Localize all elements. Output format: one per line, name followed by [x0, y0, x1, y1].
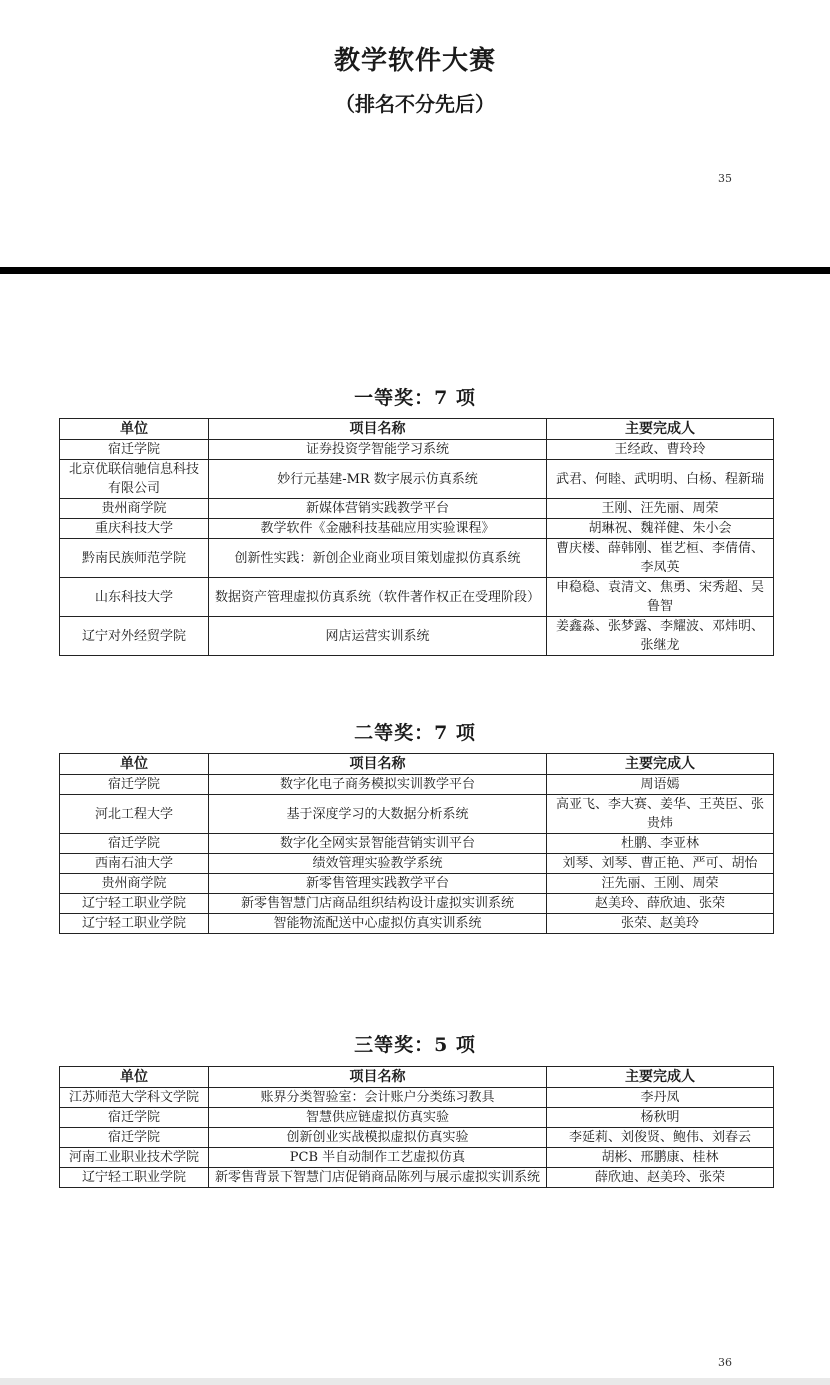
cell-unit: 河北工程大学: [60, 795, 209, 834]
cell-unit: 江苏师范大学科文学院: [60, 1088, 209, 1108]
cell-people: 王刚、汪先丽、周荣: [547, 499, 774, 519]
cell-unit: 辽宁对外经贸学院: [60, 617, 209, 656]
table-row: [60, 1168, 774, 1188]
table-row: [60, 874, 774, 894]
table-row: [60, 1088, 774, 1108]
cell-people: 刘琴、刘琴、曹正艳、严可、胡怡: [547, 854, 774, 874]
page-title: 教学软件大赛: [333, 46, 496, 76]
cell-unit: 辽宁轻工职业学院: [60, 914, 209, 934]
table-row: [60, 499, 774, 519]
page-number-top: 35: [718, 172, 732, 185]
table-row: [60, 440, 774, 460]
cell-people: 杨秋明: [547, 1108, 774, 1128]
cell-project: PCB 半自动制作工艺虚拟仿真: [209, 1148, 547, 1168]
cell-people: 张荣、赵美玲: [547, 914, 774, 934]
column-header-project: 项目名称: [209, 754, 547, 775]
table-row: [60, 914, 774, 934]
cell-unit: 宿迁学院: [60, 834, 209, 854]
cell-people: 汪先丽、王刚、周荣: [547, 874, 774, 894]
cell-project: 绩效管理实验教学系统: [209, 854, 547, 874]
cell-people: 曹庆楼、薛韩刚、崔艺桓、李倩倩、李凤英: [547, 539, 774, 578]
cell-unit: 河南工业职业技术学院: [60, 1148, 209, 1168]
cell-people: 武君、何睦、武明明、白杨、程新瑞: [547, 460, 774, 499]
table-row: [60, 775, 774, 795]
table-row: [60, 617, 774, 656]
cell-unit: 宿迁学院: [60, 775, 209, 795]
section-title-third-prize: 三等奖：5 项: [354, 1034, 476, 1056]
table-row: [60, 795, 774, 834]
cell-unit: 黔南民族师范学院: [60, 539, 209, 578]
table-row: [60, 578, 774, 617]
cell-project: 数据资产管理虚拟仿真系统（软件著作权正在受理阶段）: [209, 578, 547, 617]
cell-project: 新零售智慧门店商品组织结构设计虚拟实训系统: [209, 894, 547, 914]
column-header-project: 项目名称: [209, 1067, 547, 1088]
column-header-unit: 单位: [60, 754, 209, 775]
cell-unit: 重庆科技大学: [60, 519, 209, 539]
cell-people: 胡琳祝、魏祥健、朱小会: [547, 519, 774, 539]
table-row: [60, 1108, 774, 1128]
cell-project: 妙行元基建-MR 数字展示仿真系统: [209, 460, 547, 499]
cell-people: 姜鑫淼、张梦露、李耀波、邓炜明、张继龙: [547, 617, 774, 656]
table-row: [60, 834, 774, 854]
cell-unit: 辽宁轻工职业学院: [60, 894, 209, 914]
cell-unit: 辽宁轻工职业学院: [60, 1168, 209, 1188]
cell-project: 数字化全网实景智能营销实训平台: [209, 834, 547, 854]
cell-unit: 西南石油大学: [60, 854, 209, 874]
cell-project: 数字化电子商务模拟实训教学平台: [209, 775, 547, 795]
cell-people: 申稳稳、袁清文、焦勇、宋秀超、吴鲁智: [547, 578, 774, 617]
table-row: [60, 460, 774, 499]
cell-people: 薛欣迪、赵美玲、张荣: [547, 1168, 774, 1188]
cell-project: 证券投资学智能学习系统: [209, 440, 547, 460]
section-title-first-prize: 一等奖：7 项: [354, 387, 476, 409]
table-row: [60, 539, 774, 578]
award-table-first-prize: [59, 418, 774, 656]
table-row: [60, 1148, 774, 1168]
cell-unit: 山东科技大学: [60, 578, 209, 617]
table-row: [60, 854, 774, 874]
cell-project: 网店运营实训系统: [209, 617, 547, 656]
cell-project: 智能物流配送中心虚拟仿真实训系统: [209, 914, 547, 934]
cell-people: 王经政、曹玲玲: [547, 440, 774, 460]
cell-project: 基于深度学习的大数据分析系统: [209, 795, 547, 834]
cell-people: 杜鹏、李亚林: [547, 834, 774, 854]
cell-project: 新零售管理实践教学平台: [209, 874, 547, 894]
cell-unit: 贵州商学院: [60, 874, 209, 894]
column-header-people: 主要完成人: [547, 419, 774, 440]
column-header-project: 项目名称: [209, 419, 547, 440]
cell-people: 高亚飞、李大赛、姜华、王英臣、张贵炜: [547, 795, 774, 834]
cell-people: 周语嫣: [547, 775, 774, 795]
cell-unit: 宿迁学院: [60, 1128, 209, 1148]
cell-people: 李丹凤: [547, 1088, 774, 1108]
table-row: [60, 1128, 774, 1148]
cell-people: 李延莉、刘俊贤、鲍伟、刘春云: [547, 1128, 774, 1148]
cell-unit: 贵州商学院: [60, 499, 209, 519]
cell-unit: 宿迁学院: [60, 1108, 209, 1128]
award-table-third-prize: [59, 1066, 774, 1188]
cell-people: 赵美玲、薛欣迪、张荣: [547, 894, 774, 914]
cell-project: 新零售背景下智慧门店促销商品陈列与展示虚拟实训系统: [209, 1168, 547, 1188]
cell-project: 智慧供应链虚拟仿真实验: [209, 1108, 547, 1128]
cell-project: 创新性实践：新创企业商业项目策划虚拟仿真系统: [209, 539, 547, 578]
section-title-second-prize: 二等奖：7 项: [354, 722, 476, 744]
cell-project: 新媒体营销实践教学平台: [209, 499, 547, 519]
column-header-unit: 单位: [60, 419, 209, 440]
cell-unit: 宿迁学院: [60, 440, 209, 460]
cell-people: 胡彬、邢鹏康、桂林: [547, 1148, 774, 1168]
page-divider: [0, 267, 830, 274]
column-header-unit: 单位: [60, 1067, 209, 1088]
column-header-people: 主要完成人: [547, 754, 774, 775]
cell-project: 创新创业实战模拟虚拟仿真实验: [209, 1128, 547, 1148]
cell-unit: 北京优联信驰信息科技有限公司: [60, 460, 209, 499]
page-subtitle: （排名不分先后）: [335, 92, 495, 116]
award-table-second-prize: [59, 753, 774, 934]
page-number-bottom: 36: [718, 1356, 732, 1369]
cell-project: 教学软件《金融科技基础应用实验课程》: [209, 519, 547, 539]
table-row: [60, 894, 774, 914]
page-bottom-edge: [0, 1378, 830, 1385]
table-row: [60, 519, 774, 539]
column-header-people: 主要完成人: [547, 1067, 774, 1088]
cell-project: 账界分类智验室：会计账户分类练习教具: [209, 1088, 547, 1108]
